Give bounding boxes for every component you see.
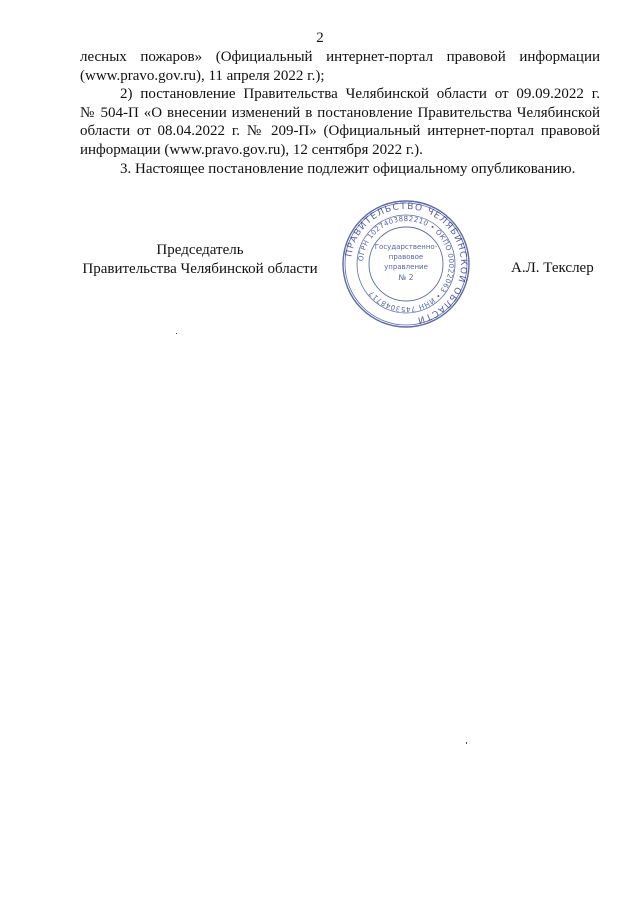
scan-speck bbox=[176, 333, 177, 334]
signatory-position-line-2: Правительства Челябинской области bbox=[82, 260, 318, 277]
paragraph-1 bbox=[80, 48, 600, 85]
paragraph-3-line-1: 3. Настоящее постановление подлежит официальному опубликованию. bbox=[120, 160, 576, 177]
paragraph-2 bbox=[80, 85, 600, 159]
paragraph-2-line-3: области от 08.04.2022 г. № 209-П» (Официальный интернет-портал правовой bbox=[80, 123, 600, 140]
paragraph-2-line-1: 2) постановление Правительства Челябинской области от 09.09.2022 г. bbox=[120, 86, 600, 103]
paragraph-1-line-1: лесных пожаров» (Официальный интернет-портал правовой информации bbox=[80, 49, 600, 65]
paragraph-2-line-4: информации (www.pravo.gov.ru), 12 сентября 2022 г.). bbox=[80, 141, 423, 158]
seal-outer-text-path: ПРАВИТЕЛЬСТВО ЧЕЛЯБИНСКОЙ ОБЛАСТИ bbox=[344, 201, 469, 325]
scan-speck bbox=[466, 742, 467, 744]
paragraph-1-line-2: (www.pravo.gov.ru), 11 апреля 2022 г.); bbox=[80, 67, 325, 84]
paragraph-3 bbox=[80, 160, 600, 179]
signatory-position-line-1: Председатель bbox=[156, 242, 244, 258]
seal-center-line-1: Государственно- bbox=[374, 243, 438, 251]
signatory-name: А.Л. Текслер bbox=[511, 260, 594, 276]
seal-center-line-4: № 2 bbox=[398, 273, 414, 282]
seal-center-line-2: правовое bbox=[388, 253, 424, 261]
signatory-position bbox=[80, 241, 320, 278]
seal-center-line-3: управление bbox=[384, 263, 428, 271]
document-body bbox=[80, 48, 600, 178]
page-number: 2 bbox=[316, 30, 324, 46]
seal-inner-text-path: ОГРН 1027403882210 • ОКПО 00022063 • ИНН 7453048717 bbox=[357, 214, 456, 314]
paragraph-2-line-2: № 504-П «О внесении изменений в постановление Правительства Челябинской bbox=[80, 104, 600, 121]
official-seal-stamp bbox=[341, 199, 471, 329]
